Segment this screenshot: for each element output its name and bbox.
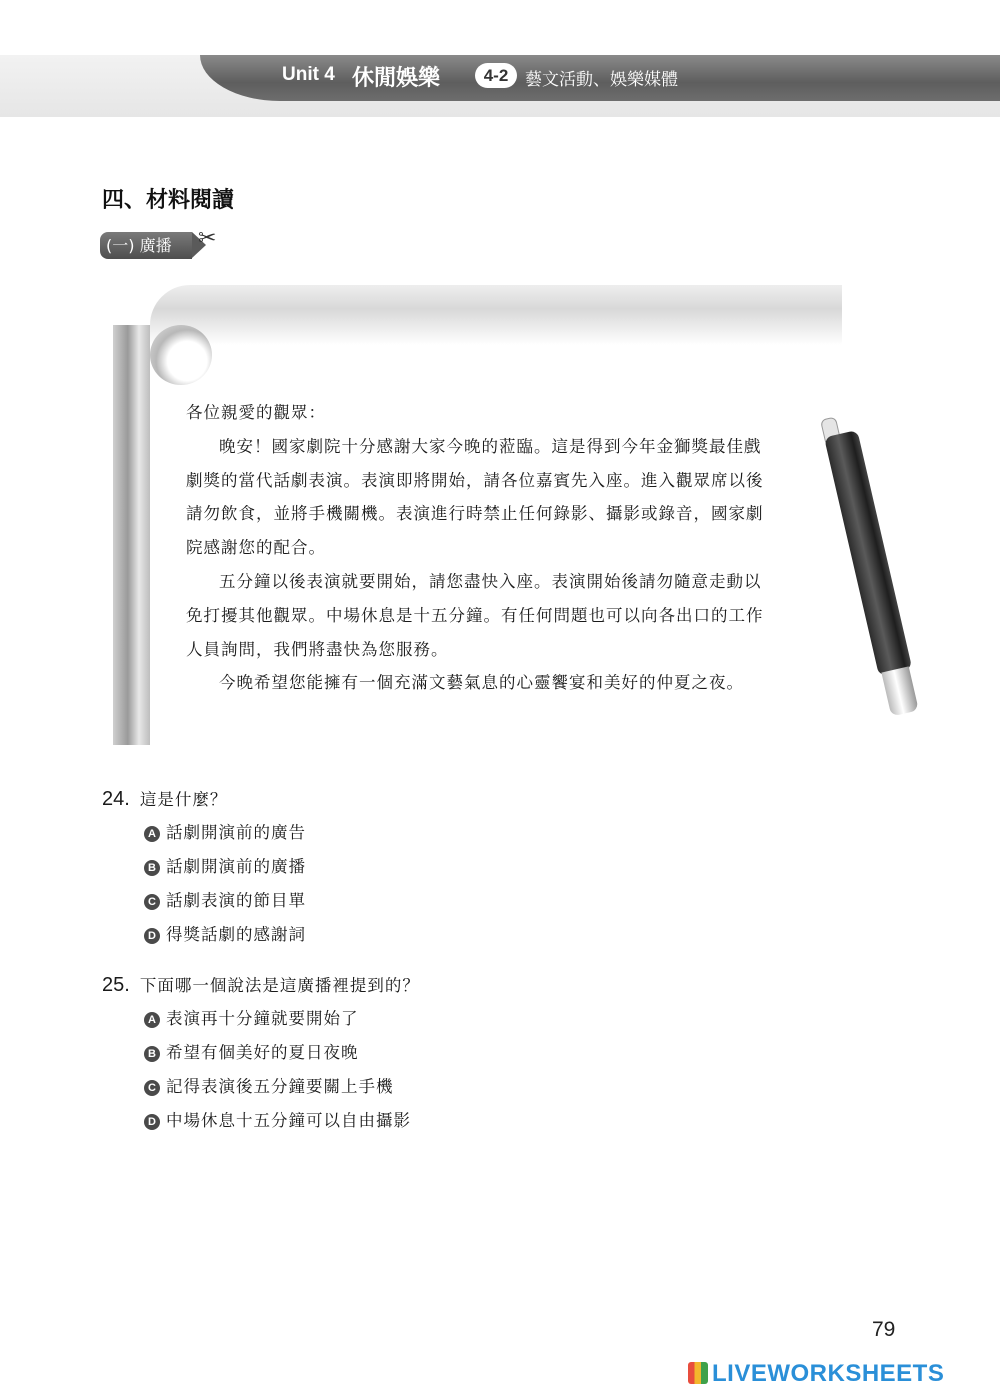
page-number: 79 [872, 1318, 896, 1341]
liveworksheets-logo-icon [688, 1362, 708, 1384]
option-letter-badge: A [144, 1012, 160, 1028]
option-text: 得獎話劇的感謝詞 [166, 925, 306, 944]
option-letter-badge: D [144, 1114, 160, 1130]
answer-option-d[interactable] [144, 1104, 420, 1138]
answer-option-b[interactable] [144, 1036, 420, 1070]
option-text: 記得表演後五分鐘要關上手機 [166, 1077, 394, 1096]
option-text: 話劇開演前的廣告 [166, 823, 306, 842]
question-number: 24. [102, 788, 130, 810]
lesson-title: 藝文活動、娛樂媒體 [525, 70, 678, 90]
question-number: 25. [102, 974, 130, 996]
brand-wordmark: LIVEWORKSHEETS [712, 1360, 945, 1387]
option-text: 表演再十分鐘就要開始了 [166, 1009, 359, 1028]
pen-body [824, 430, 912, 676]
unit-title: 休閒娛樂 [352, 66, 441, 91]
scissors-icon: ✂ [198, 226, 217, 251]
answer-option-b[interactable] [144, 850, 306, 884]
answer-option-a[interactable] [144, 816, 306, 850]
question-stem [102, 968, 420, 1002]
section-title: 四、材料閱讀 [102, 188, 235, 213]
question-stem [102, 782, 306, 816]
option-text: 希望有個美好的夏日夜晚 [166, 1043, 359, 1062]
option-text: 話劇表演的節目單 [166, 891, 306, 910]
subsection-tag [100, 232, 192, 259]
card-curl [150, 325, 212, 385]
lesson-code-badge: 4-2 [475, 63, 517, 88]
passage-greeting: 各位親愛的觀眾： [186, 403, 326, 422]
option-letter-badge: C [144, 894, 160, 910]
answer-option-c[interactable] [144, 884, 306, 918]
option-letter-badge: B [144, 1046, 160, 1062]
option-letter-badge: A [144, 826, 160, 842]
option-letter-badge: D [144, 928, 160, 944]
subsection-label: (一) 廣播 [106, 236, 172, 255]
answer-option-c[interactable] [144, 1070, 420, 1104]
passage-paragraph: 五分鐘以後表演就要開始，請您盡快入座。表演開始後請勿隨意走動以免打擾其他觀眾。中場休息是十五分鐘。有任何問題也可以向各出口的工作人員詢問，我們將盡快為您服務。 [186, 571, 764, 659]
question-text: 下面哪一個說法是這廣播裡提到的？ [139, 976, 420, 995]
unit-label: Unit 4 [282, 64, 335, 85]
option-letter-badge: C [144, 1080, 160, 1096]
question-text: 這是什麼？ [139, 790, 228, 809]
broadcast-passage [186, 396, 766, 700]
card-top-edge [150, 285, 842, 345]
answer-option-a[interactable] [144, 1002, 420, 1036]
passage-paragraph: 今晚希望您能擁有一個充滿文藝氣息的心靈饗宴和美好的仲夏之夜。 [219, 673, 744, 693]
question-25 [102, 968, 420, 1138]
option-letter-badge: B [144, 860, 160, 876]
passage-paragraph: 晚安！國家劇院十分感謝大家今晚的蒞臨。這是得到今年金獅獎最佳戲劇獎的當代話劇表演。表演即將開始，請各位嘉賓先入座。進入觀眾席以後請勿飲食，並將手機關機。表演進行時禁止任何錄影、攝影或錄音，國家劇院感謝您的配合。 [186, 436, 764, 558]
question-24 [102, 782, 306, 952]
answer-option-d[interactable] [144, 918, 306, 952]
pen-illustration [820, 411, 931, 732]
pen-grip [881, 666, 918, 716]
card-side-edge [113, 325, 150, 745]
option-text: 中場休息十五分鐘可以自由攝影 [166, 1111, 411, 1130]
option-text: 話劇開演前的廣播 [166, 857, 306, 876]
